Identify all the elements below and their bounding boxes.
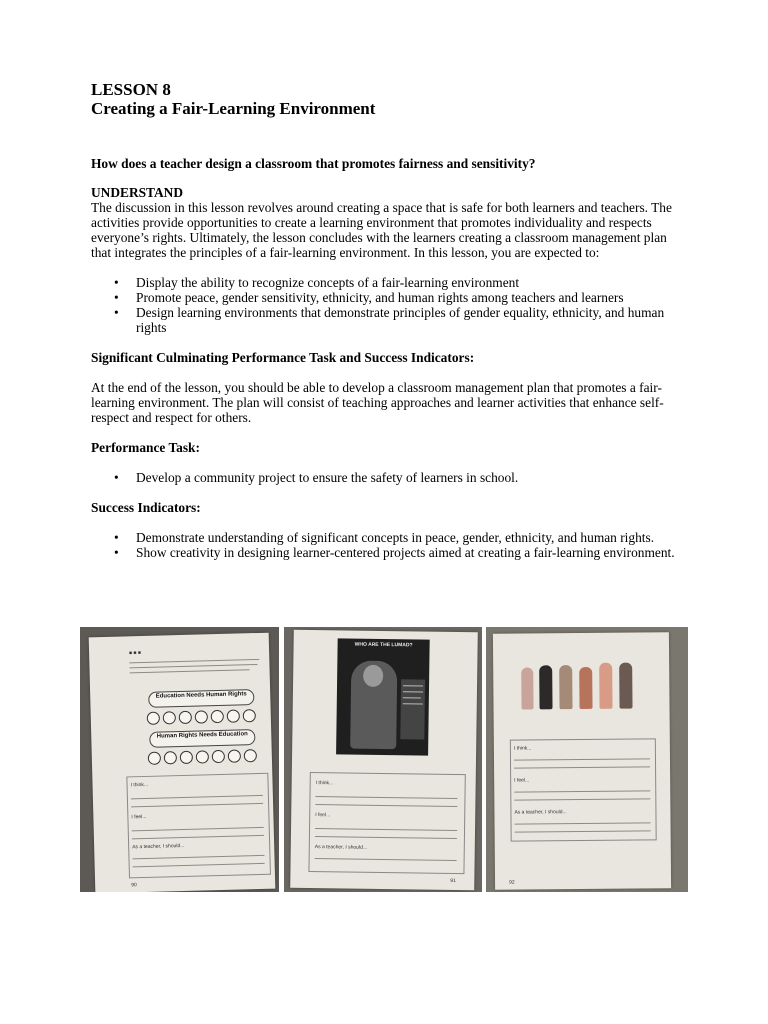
understand-heading: UNDERSTAND xyxy=(91,185,184,200)
understand-paragraph: The discussion in this lesson revolves around creating a space that is safe for both learners and teachers. The activities provide opportunities to create a learning environment that promotes individuality and respects everyone’s rights. Ultimately, the lesson concludes with the learners creating a classroom management plan that integrates the principles of a fair-learning environment. In this lesson, you are expected to: xyxy=(91,200,672,260)
gender-figure xyxy=(619,663,632,709)
poster-title: WHO ARE THE LUMAD? xyxy=(354,641,413,649)
culminating-paragraph: At the end of the lesson, you should be able to develop a classroom management plan that promotes a fair-learning environment. The plan will consist of teaching approaches and learner activities that enhance self-respect and respect for others. xyxy=(91,380,664,425)
performance-task-heading: Performance Task: xyxy=(91,440,200,455)
list-item: • Promote peace, gender sensitivity, ethnicity, and human rights among teachers and learners xyxy=(136,290,681,305)
culminating-heading: Significant Culminating Performance Task and Success Indicators: xyxy=(91,350,475,365)
workbook-page: I think... I feel... As a teacher, I should... 92 xyxy=(493,632,671,890)
gender-figure xyxy=(579,667,592,709)
gender-figure xyxy=(539,665,552,709)
list-item: • Show creativity in designing learner-centered projects aimed at creating a fair-learning environment. xyxy=(136,545,681,560)
list-item: • Develop a community project to ensure the safety of learners in school. xyxy=(136,470,681,485)
success-indicators-heading: Success Indicators: xyxy=(91,500,201,515)
workbook-page: ■ ■ ■ Education Needs Human Rights Human Rights Needs Education I think... I feel... As a teacher, I should... 90 xyxy=(89,633,276,892)
objectives-list xyxy=(91,275,681,335)
success-indicators-list xyxy=(91,530,681,560)
list-item: • Design learning environments that demonstrate principles of gender equality, ethnicity, and human rights xyxy=(136,305,681,335)
gender-figure xyxy=(521,667,533,709)
lesson-number: LESSON 8 xyxy=(91,80,171,99)
workbook-photo-1 xyxy=(80,627,279,892)
workbook-photo-2 xyxy=(284,627,482,892)
lumad-poster xyxy=(336,638,430,755)
workbook-photos xyxy=(80,627,688,892)
page-number: 90 xyxy=(131,882,137,889)
guiding-question: How does a teacher design a classroom that promotes fairness and sensitivity? xyxy=(91,156,536,171)
page-number: 92 xyxy=(509,879,515,886)
list-item: • Display the ability to recognize concepts of a fair-learning environment xyxy=(136,275,681,290)
workbook-page: WHO ARE THE LUMAD? I think... I feel... As a teacher, I should... 91 xyxy=(290,630,478,891)
performance-task-list xyxy=(91,470,681,485)
banner-human-rights-needs-education: Human Rights Needs Education xyxy=(149,729,255,748)
gender-figure xyxy=(599,663,612,709)
banner-education-needs-human-rights: Education Needs Human Rights xyxy=(148,689,254,708)
list-item: • Demonstrate understanding of significant concepts in peace, gender, ethnicity, and human rights. xyxy=(136,530,681,545)
lesson-title: Creating a Fair-Learning Environment xyxy=(91,99,376,118)
gender-figure xyxy=(559,665,572,709)
lesson-page xyxy=(91,80,681,560)
workbook-photo-3 xyxy=(486,627,688,892)
page-number: 91 xyxy=(450,877,456,885)
